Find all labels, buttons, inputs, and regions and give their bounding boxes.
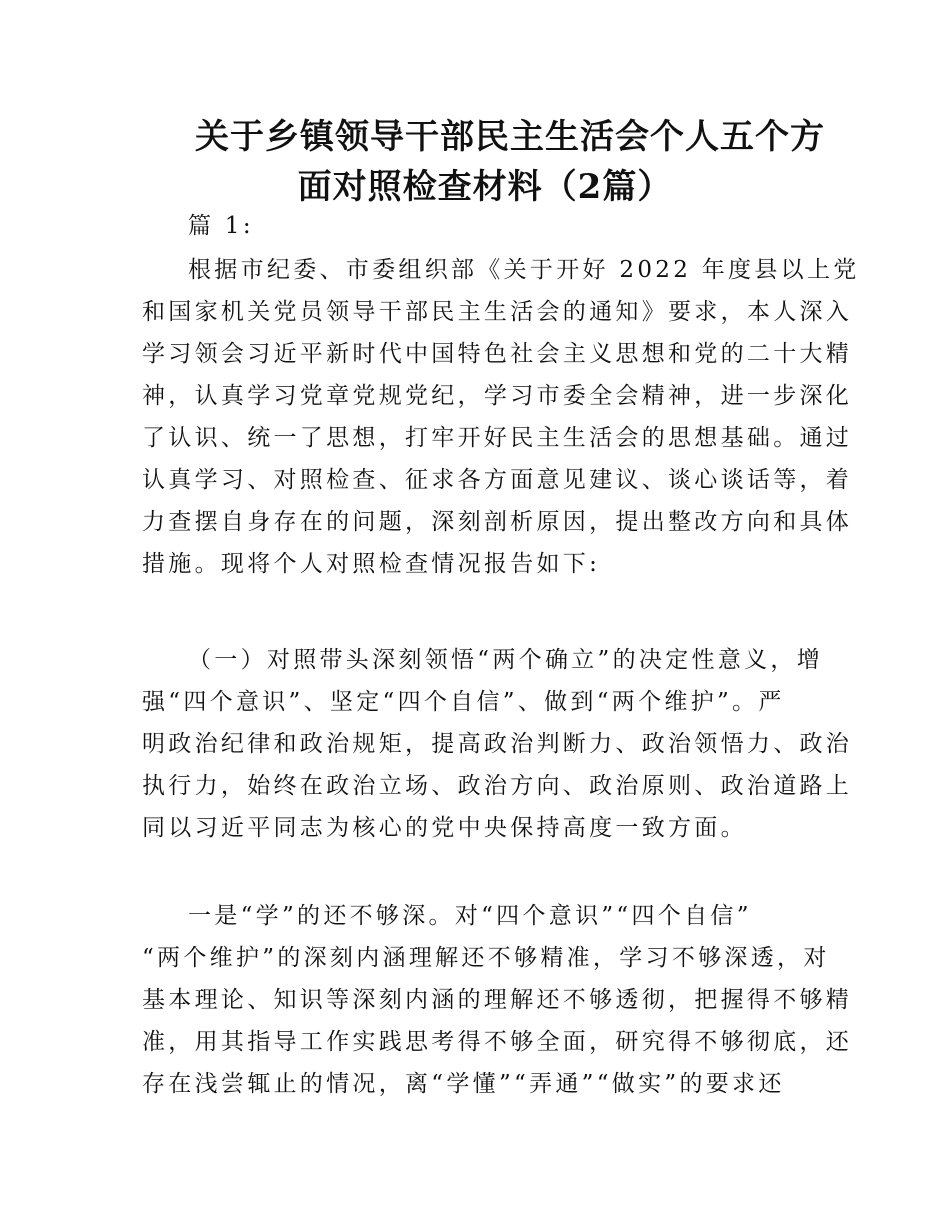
paragraph-line: 根据市纪委、市委组织部《关于开好 2022 年度县以上党 xyxy=(188,257,860,283)
title-line-1: 关于乡镇领导干部民主生活会个人五个方 xyxy=(195,117,825,157)
paragraph-line: 力查摆自身存在的问题，深刻剖析原因，提出整改方向和具体 xyxy=(142,509,853,535)
title-line-2: 面对照检查材料（2篇） xyxy=(297,167,673,207)
paragraph-line: 强“四个意识”、坚定“四个自信”、做到“两个维护”。严 xyxy=(142,689,785,715)
paragraph-line: 一是“学”的还不够深。对“四个意识”“四个自信” xyxy=(188,903,752,929)
paragraph-line: 同以习近平同志为核心的党中央保持高度一致方面。 xyxy=(142,815,747,841)
paragraph-line: “两个维护”的深刻内涵理解还不够精准，学习不够深透，对 xyxy=(142,945,830,971)
paragraph-line: 明政治纪律和政治规矩，提高政治判断力、政治领悟力、政治 xyxy=(142,731,853,757)
paragraph-line: 认真学习、对照检查、征求各方面意见建议、谈心谈话等，着 xyxy=(142,467,853,493)
paragraph-line: 存在浅尝辄止的情况，离“学懂”“弄通”“做实”的要求还 xyxy=(142,1071,785,1097)
paragraph-line: 准，用其指导工作实践思考得不够全面，研究得不够彻底，还 xyxy=(142,1029,853,1055)
paragraph-line: （一）对照带头深刻领悟“两个确立”的决定性意义，增 xyxy=(188,647,824,673)
document-title xyxy=(140,112,830,212)
section-label: 篇 1: xyxy=(188,213,254,239)
paragraph-line: 基本理论、知识等深刻内涵的理解还不够透彻，把握得不够精 xyxy=(142,987,853,1013)
paragraph-line: 神，认真学习党章党规党纪，学习市委全会精神，进一步深化 xyxy=(142,383,853,409)
paragraph-line: 学习领会习近平新时代中国特色社会主义思想和党的二十大精 xyxy=(142,341,853,367)
paragraph-line: 措施。现将个人对照检查情况报告如下: xyxy=(142,551,601,577)
paragraph-line: 执行力，始终在政治立场、政治方向、政治原则、政治道路上 xyxy=(142,773,853,799)
paragraph-line: 了认识、统一了思想，打牢开好民主生活会的思想基础。通过 xyxy=(142,425,853,451)
paragraph-line: 和国家机关党员领导干部民主生活会的通知》要求，本人深入 xyxy=(142,299,853,325)
